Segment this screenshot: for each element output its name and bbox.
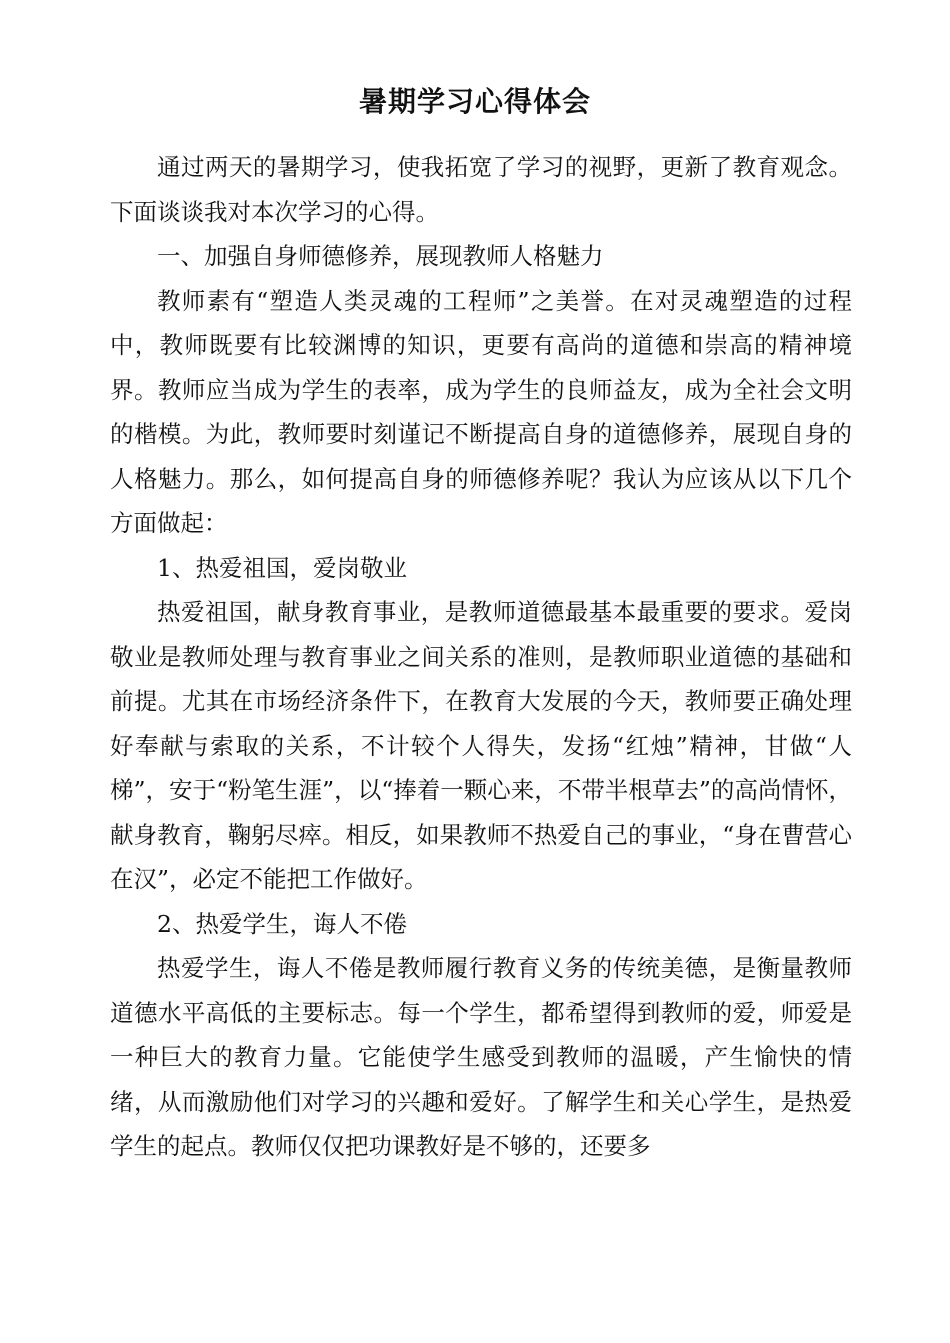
paragraph-love-students: 热爱学生，诲人不倦是教师履行教育义务的传统美德，是衡量教师道德水平高低的主要标志。每一个学生，都希望得到教师的爱，师爱是一种巨大的教育力量。它能使学生感受到教师的温暖，产生愉快的情绪，从而激励他们对学习的兴趣和爱好。了解学生和关心学生，是热爱学生的起点。教师仅仅把功课教好是不够的，还要多 [110,954,852,1160]
document-title: 暑期学习心得体会 [358,85,591,118]
subheading-2: 2、热爱学生，诲人不倦 [157,909,407,938]
subheading-1: 1、热爱祖国，爱岗敬业 [157,553,407,582]
document-body [110,145,852,1169]
paragraph-teacher-ethics: 教师素有“塑造人类灵魂的工程师”之美誉。在对灵魂塑造的过程中，教师既要有比较渊博的知识，更要有高尚的道德和崇高的精神境界。教师应当成为学生的表率，成为学生的良师益友，成为全社会文明的楷模。为此，教师要时刻谨记不断提高自身的道德修养，展现自身的人格魅力。那么，如何提高自身的师德修养呢？我认为应该从以下几个方面做起： [110,286,852,537]
paragraph-love-country: 热爱祖国，献身教育事业，是教师道德最基本最重要的要求。爱岗敬业是教师处理与教育事业之间关系的准则，是教师职业道德的基础和前提。尤其在市场经济条件下，在教育大发展的今天，教师要正确处理好奉献与索取的关系，不计较个人得失，发扬“红烛”精神，甘做“人梯”，安于“粉笔生涯”，以“捧着一颗心来，不带半根草去”的高尚情怀，献身教育，鞠躬尽瘁。相反，如果教师不热爱自己的事业，“身在曹营心在汉”，必定不能把工作做好。 [110,598,852,893]
paragraph-intro: 通过两天的暑期学习，使我拓宽了学习的视野，更新了教育观念。下面谈谈我对本次学习的心得。 [110,153,852,226]
section-heading-1: 一、加强自身师德修养，展现教师人格魅力 [157,242,604,270]
